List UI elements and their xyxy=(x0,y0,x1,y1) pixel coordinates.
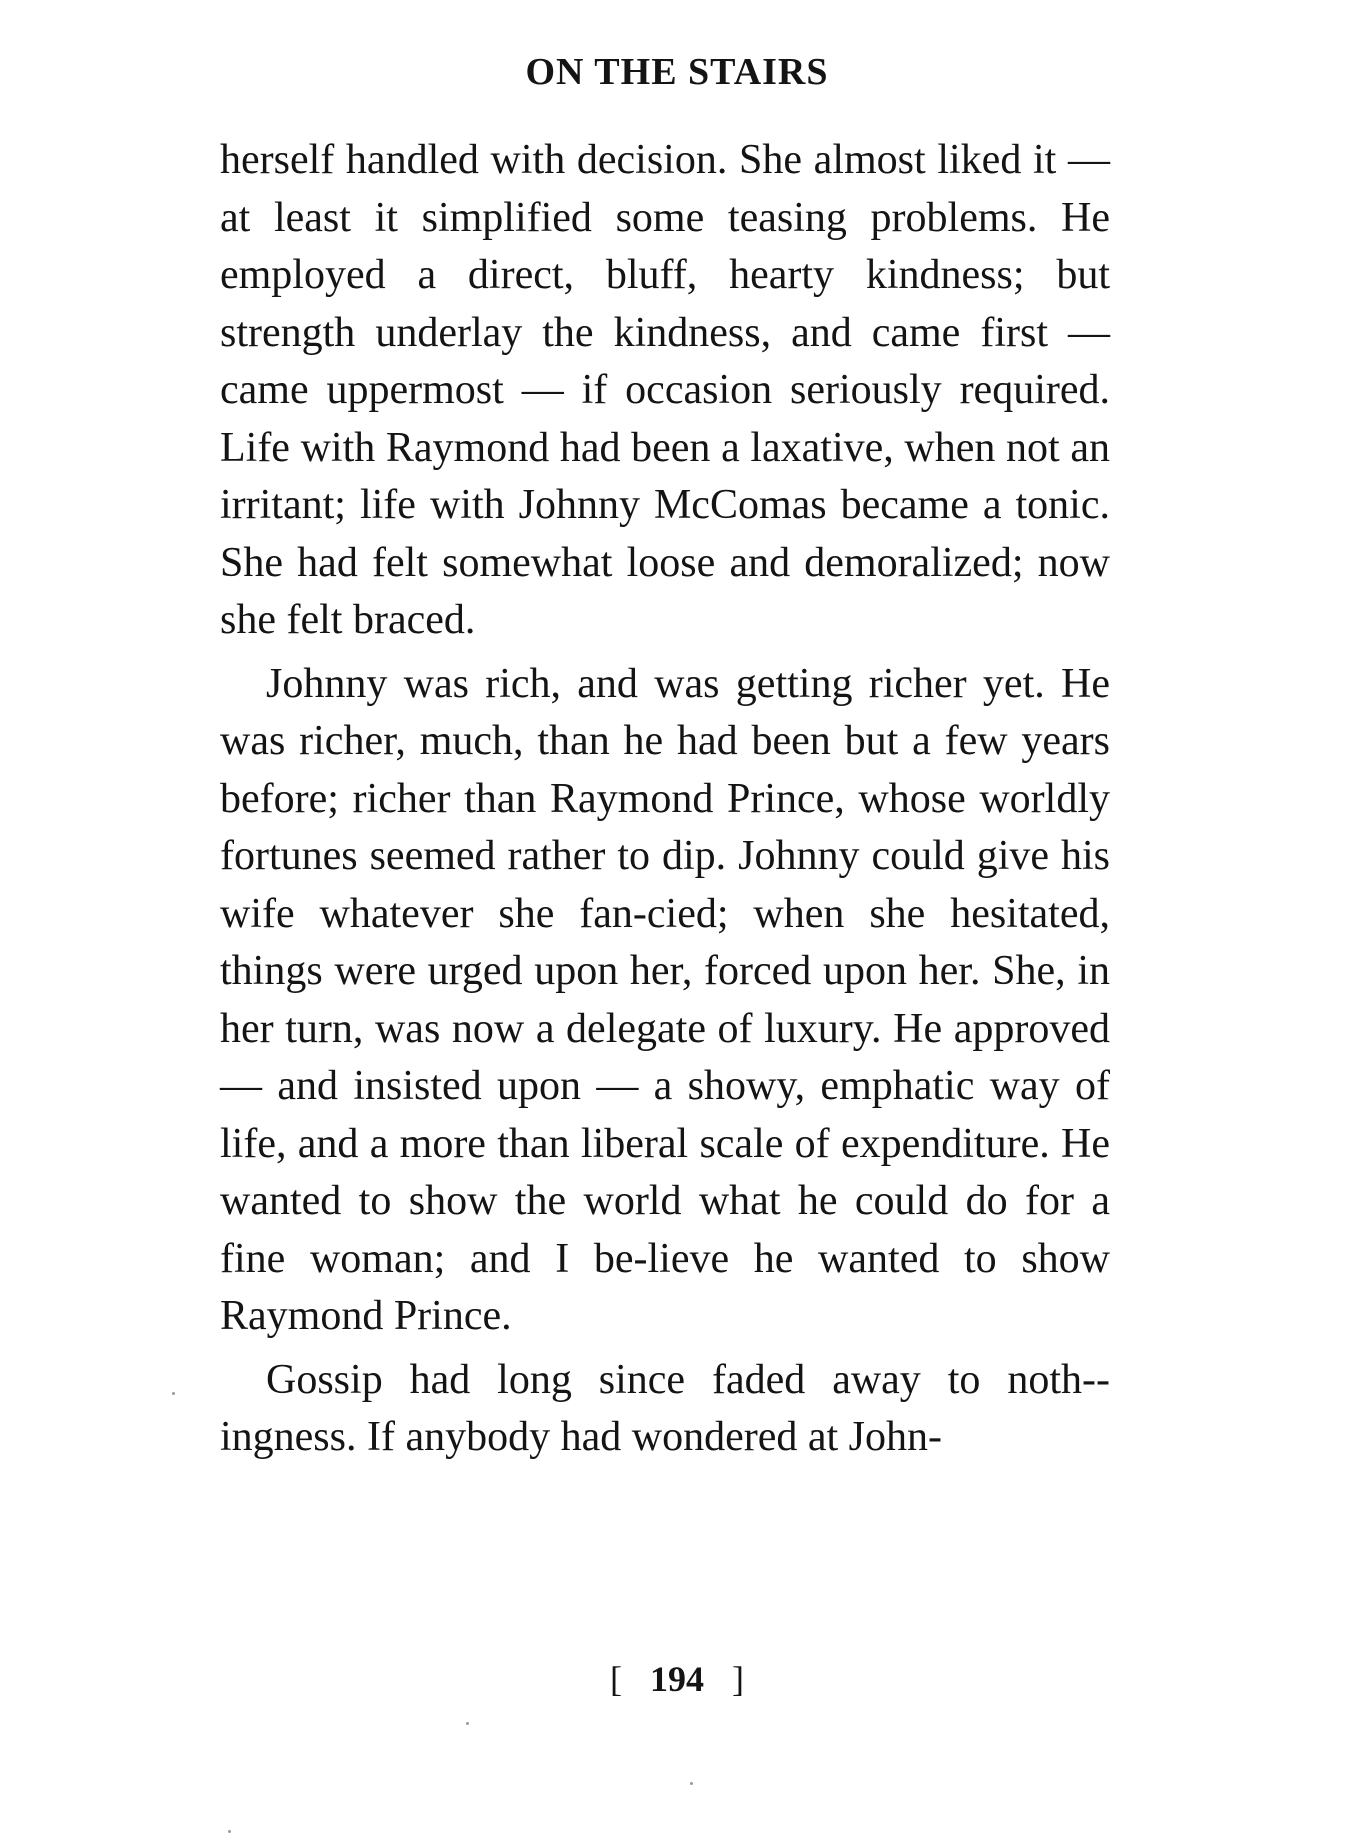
folio-close-bracket: ] xyxy=(732,1659,744,1699)
scan-speck xyxy=(228,1830,231,1833)
paragraph-2: Johnny was rich, and was getting richer yet. He was richer, much, than he had been but a few years before; richer than Raymond Prince, whose worldly fortunes seemed rather to dip. Johnny could give his wife whatever she fan-cied; when she hesitated, things were urged upon her, forced upon her. She, in her turn, was now a delegate of luxury. He approved — and insisted upon — a showy, emphatic way of life, and a more than liberal scale of expenditure. He wanted to show the world what he could do for a fine woman; and I be-lieve he wanted to show Raymond Prince. xyxy=(220,660,1110,1339)
paragraph-1: herself handled with decision. She almost liked it — at least it simplified some teasing problems. He employed a direct, bluff, hearty kindness; but strength underlay the kindness, and came first — came uppermost — if occasion seriously required. Life with Raymond had been a laxative, when not an irritant; life with Johnny McComas became a tonic. She had felt somewhat loose and demoralized; now she felt braced. xyxy=(220,137,1110,643)
page-number xyxy=(0,1658,1354,1700)
scan-speck xyxy=(690,1782,693,1785)
folio-number: 194 xyxy=(650,1659,704,1699)
body-text xyxy=(220,132,1110,1467)
folio-open-bracket: [ xyxy=(610,1659,622,1699)
running-head: ON THE STAIRS xyxy=(525,51,829,93)
paragraph-3: Gossip had long since faded away to noth-ingness. If anybody had wondered at John- xyxy=(220,1356,1110,1460)
scan-speck xyxy=(466,1722,469,1725)
scan-speck xyxy=(172,1392,175,1395)
